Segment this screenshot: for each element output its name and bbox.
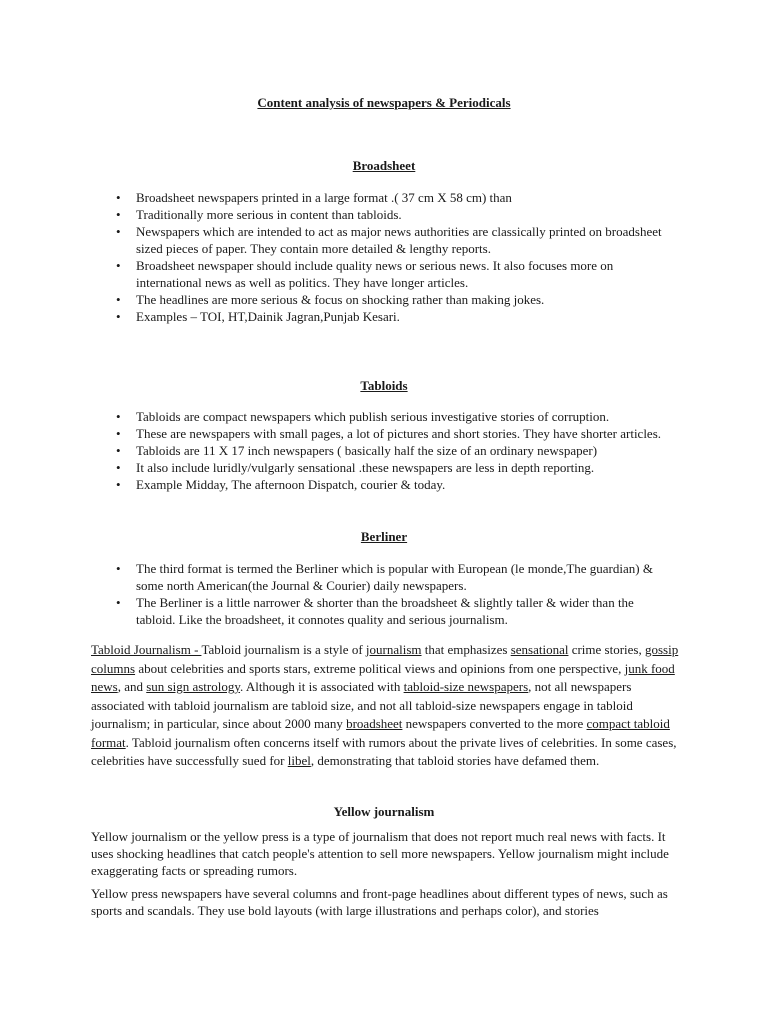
list-item: • It also include luridly/vulgarly sensational .these newspapers are less in depth reporting. xyxy=(112,459,672,476)
list-item: • Example Midday, The afternoon Dispatch, courier & today. xyxy=(112,476,672,493)
tabloid-journalism-paragraph xyxy=(91,641,683,771)
berliner-heading: Berliner xyxy=(360,529,408,544)
document-title: Content analysis of newspapers & Periodicals xyxy=(257,95,511,110)
list-item: • Broadsheet newspaper should include quality news or serious news. It also focuses more on international news as well as politics. They have longer articles. xyxy=(112,257,672,291)
broadsheet-heading: Broadsheet xyxy=(352,158,416,173)
link-junk-food-news[interactable]: junk food news xyxy=(91,660,675,694)
tabloids-heading: Tabloids xyxy=(360,378,408,393)
list-item: • The headlines are more serious & focus on shocking rather than making jokes. xyxy=(112,291,672,308)
list-item: • The third format is termed the Berliner which is popular with European (le monde,The guardian) & some north American(the Journal & Courier) daily newspapers. xyxy=(112,560,672,594)
yellow-journalism-heading: Yellow journalism xyxy=(333,804,435,819)
list-item: • Tabloids are compact newspapers which publish serious investigative stories of corruption. xyxy=(112,408,672,425)
list-item: • Tabloids are 11 X 17 inch newspapers ( basically half the size of an ordinary newspaper) xyxy=(112,442,672,459)
link-sensational[interactable]: sensational xyxy=(510,642,569,657)
text-run: Tabloid journalism is a style of xyxy=(201,642,366,657)
list-item: • Newspapers which are intended to act as major news authorities are classically printed on broadsheet sized pieces of paper. They contain more detailed & lengthy reports. xyxy=(112,223,672,257)
link-broadsheet[interactable]: broadsheet xyxy=(346,716,403,731)
list-item: • The Berliner is a little narrower & shorter than the broadsheet & slightly taller & wider than the tabloid. Like the broadsheet, it connotes quality and serious journalism. xyxy=(112,594,672,628)
tabloid-journalism-label: Tabloid Journalism - xyxy=(91,642,202,657)
tabloids-list xyxy=(112,408,672,493)
text-run: newspapers converted to the more xyxy=(402,716,587,731)
text-run: about celebrities and sports stars, extreme political views and opinions from one perspective, xyxy=(135,660,625,676)
yellow-journalism-paragraph-1: Yellow journalism or the yellow press is a type of journalism that does not report much real news with facts. It uses shocking headlines that catch people's attention to sell more newspapers. Yellow journalism might include exaggerating facts or spreading rumors. xyxy=(91,829,669,878)
broadsheet-list xyxy=(112,189,672,325)
text-run: , demonstrating that tabloid stories have defamed them. xyxy=(310,753,600,768)
link-gossip-columns[interactable]: gossip columns xyxy=(91,642,679,676)
link-libel[interactable]: libel xyxy=(287,753,311,768)
link-journalism[interactable]: journalism xyxy=(365,642,422,657)
text-run: . Tabloid journalism often concerns itself with rumors about the private lives of celebrities. In some cases, celebrities have successfully sued for xyxy=(91,734,677,768)
text-run: . Although it is associated with xyxy=(240,679,404,694)
link-compact-tabloid-format[interactable]: compact tabloid format xyxy=(91,716,670,750)
yellow-journalism-paragraph-2: Yellow press newspapers have several columns and front-page headlines about different types of news, such as sports and scandals. They use bold layouts (with large illustrations and perhaps color), and stories xyxy=(91,886,668,918)
text-run: crime stories, xyxy=(568,642,645,657)
link-sun-sign-astrology[interactable]: sun sign astrology xyxy=(146,679,241,694)
list-item: • These are newspapers with small pages, a lot of pictures and short stories. They have shorter articles. xyxy=(112,425,672,442)
list-item: • Broadsheet newspapers printed in a large format .( 37 cm X 58 cm) than xyxy=(112,189,672,206)
text-run: that emphasizes xyxy=(421,642,511,657)
link-tabloid-size-newspapers[interactable]: tabloid-size newspapers xyxy=(403,679,529,694)
list-item: • Examples – TOI, HT,Dainik Jagran,Punjab Kesari. xyxy=(112,308,672,325)
text-run: , not all newspapers associated with tabloid journalism are tabloid size, and not all tabloid-size newspapers engage in tabloid journalism; in particular, since about 2000 many xyxy=(91,679,633,731)
text-run: , and xyxy=(117,679,147,694)
list-item: • Traditionally more serious in content than tabloids. xyxy=(112,206,672,223)
berliner-list xyxy=(112,560,672,628)
